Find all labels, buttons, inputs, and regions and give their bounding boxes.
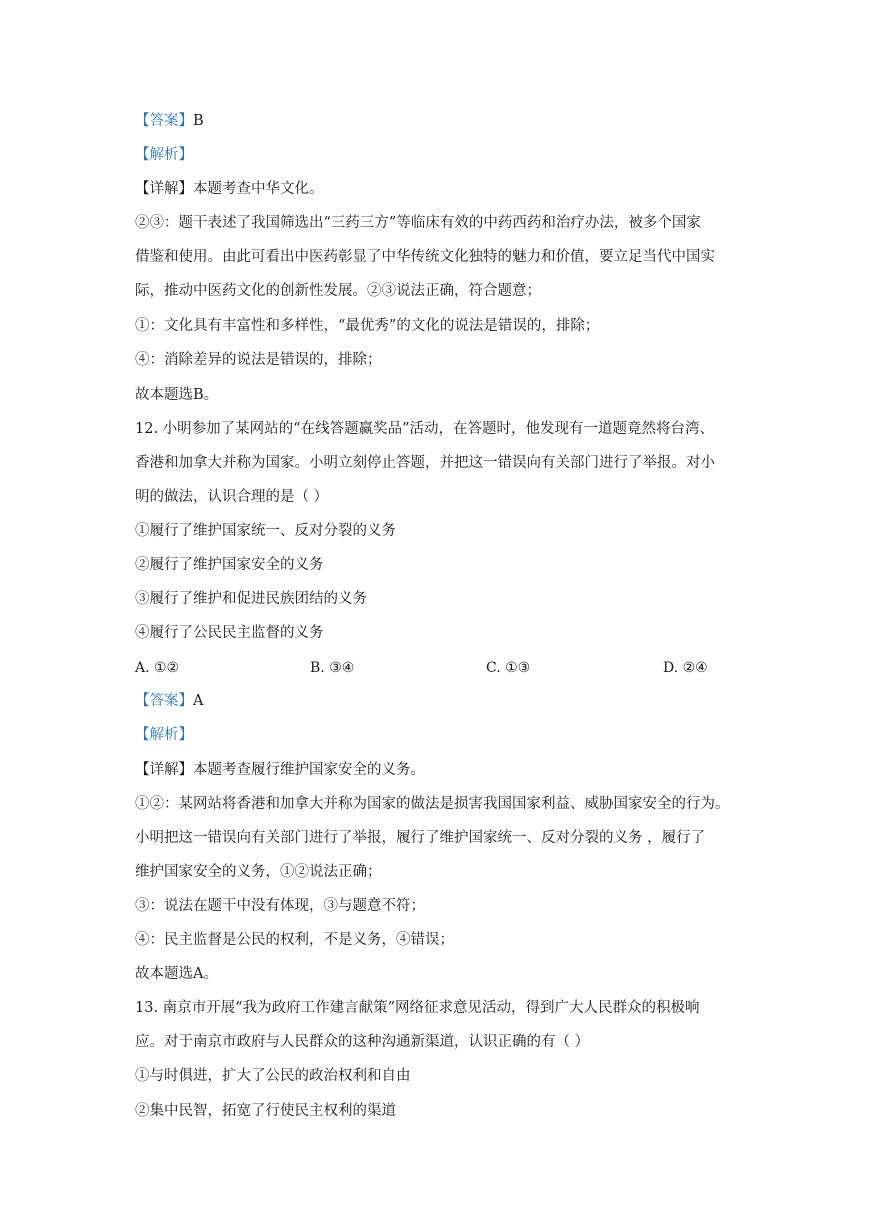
statement-item: ②履行了维护国家安全的义务 <box>135 557 324 573</box>
explanation-line: ②③：题干表述了我国筛选出“三药三方”等临床有效的中药西药和治疗办法，被多个国家 <box>135 215 701 231</box>
explanation-line: ③：说法在题干中没有体现，③与题意不符； <box>135 898 425 914</box>
statement-item: ④履行了公民民主监督的义务 <box>135 625 324 641</box>
explanation-line: 际，推动中医药文化的创新性发展。②③说法正确，符合题意； <box>135 283 541 299</box>
option-a: A. ①② <box>135 660 180 676</box>
question-stem: 12. 小明参加了某网站的“在线答题赢奖品”活动，在答题时，他发现有一道题竟然将台湾、 <box>135 421 714 437</box>
answer-tag: 【答案】 <box>135 113 193 129</box>
option-b: B. ③④ <box>310 660 355 676</box>
explanation-line: 小明把这一错误向有关部门进行了举报，履行了维护国家统一、反对分裂的义务 ，履行了 <box>135 830 706 846</box>
conclusion-line: 故本题选A。 <box>135 966 218 982</box>
question-stem: 应。对于南京市政府与人民群众的这种沟通新渠道，认识正确的有（ ） <box>135 1034 590 1050</box>
detail-line: 【详解】本题考查履行维护国家安全的义务。 <box>135 762 425 778</box>
answer-value: A <box>193 693 204 709</box>
detail-line: 【详解】本题考查中华文化。 <box>135 181 324 197</box>
statement-item: ①与时俱进，扩大了公民的政治权利和自由 <box>135 1068 411 1084</box>
explanation-line: ①②：某网站将香港和加拿大并称为国家的做法是损害我国国家利益、威胁国家安全的行为。 <box>135 796 730 812</box>
answer-line <box>135 691 203 711</box>
explanation-line: ①：文化具有丰富性和多样性，“最优秀”的文化的说法是错误的，排除； <box>135 318 600 334</box>
analysis-tag: 【解析】 <box>135 727 193 743</box>
option-d: D. ②④ <box>663 660 708 676</box>
question-stem: 香港和加拿大并称为国家。小明立刻停止答题，并把这一错误向有关部门进行了举报。对小 <box>135 455 715 471</box>
statement-item: ②集中民智，拓宽了行使民主权利的渠道 <box>135 1103 396 1119</box>
answer-value: B <box>193 113 204 129</box>
explanation-line: ④：民主监督是公民的权利，不是义务，④错误； <box>135 932 454 948</box>
conclusion-line: 故本题选B。 <box>135 387 219 403</box>
answer-line <box>135 111 204 131</box>
analysis-tag: 【解析】 <box>135 147 193 163</box>
question-stem: 13. 南京市开展“我为政府工作建言献策”网络征求意见活动，得到广大人民群众的积极响 <box>135 1000 700 1016</box>
statement-item: ③履行了维护和促进民族团结的义务 <box>135 591 367 607</box>
explanation-line: 维护国家安全的义务，①②说法正确； <box>135 864 382 880</box>
statement-item: ①履行了维护国家统一、反对分裂的义务 <box>135 523 396 539</box>
explanation-line: ④：消除差异的说法是错误的，排除； <box>135 352 382 368</box>
option-c: C. ①③ <box>486 660 531 676</box>
explanation-line: 借鉴和使用。由此可看出中医药彰显了中华传统文化独特的魅力和价值，要立足当代中国实 <box>135 249 715 265</box>
question-stem: 明的做法，认识合理的是（ ） <box>135 489 329 505</box>
answer-tag: 【答案】 <box>135 693 193 709</box>
